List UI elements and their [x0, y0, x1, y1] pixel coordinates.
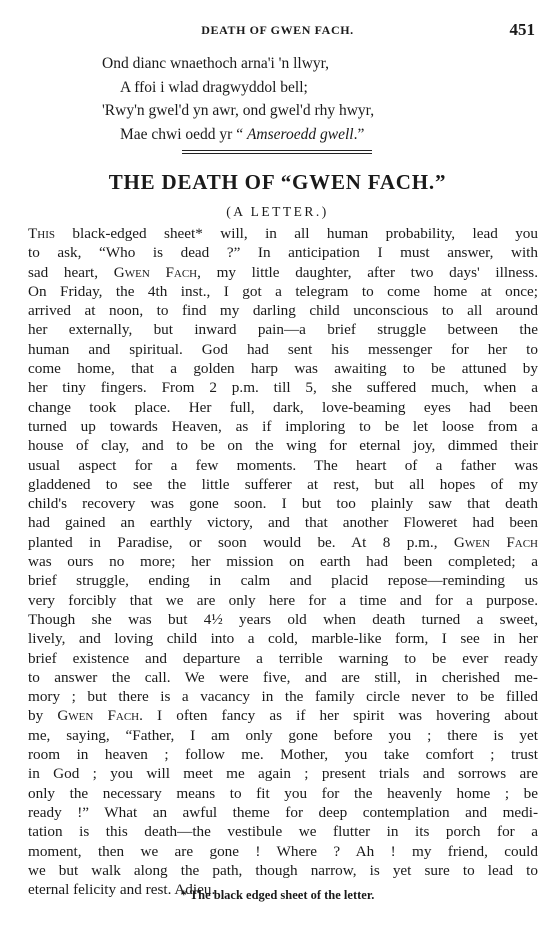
body-line: by Gwen Fach. I often fancy as if her spirit was hovering about [28, 707, 538, 725]
body-line: we but walk along the path, though narrow, is yet sure to lead to [28, 861, 538, 879]
verse-line: Ond dianc wnaethoch arna'i 'n llwyr, [102, 55, 330, 72]
body-line: mory ; but there is a vacancy in the family circle never to be filled [28, 688, 538, 706]
running-head [0, 20, 555, 40]
body-line: house of clay, and to be on the wing for eternal joy, dimmed their [28, 437, 538, 455]
body-line: usual aspect for a few moments. The heart of a father was [28, 456, 538, 474]
body-line: lively, and loving child into a cold, marble-like form, I see in her [28, 630, 538, 648]
body-line: gladdened to see the little sufferer at rest, but all hopes of my [28, 475, 538, 493]
body-line: arrived at noon, to find my darling child unconscious to all around [28, 302, 538, 320]
body-line: human and spiritual. God had sent his messenger for her to [28, 340, 538, 358]
body-line: to ask, “Who is dead ?” In anticipation I must answer, with [28, 244, 538, 262]
body-line: change took place. Her full, dark, love-beaming eyes had been [28, 398, 538, 416]
page-number: 451 [509, 20, 535, 39]
body-line: was ours no more; her mission on earth had been completed; a [28, 553, 538, 571]
footnote: * The black edged sheet of the letter. [180, 888, 375, 902]
verse-line: 'Rwy'n gwel'd yn awr, ond gwel'd rhy hwyr, [102, 102, 375, 119]
body-line: Though she was but 4½ years old when death turned a sweet, [28, 610, 538, 628]
body-line: This black-edged sheet* will, in all human probability, lead you [28, 225, 538, 242]
article-title: THE DEATH OF “GWEN FACH.” [108, 170, 447, 194]
body-line: turned up towards Heaven, as if imploring to be let loose from a [28, 417, 538, 435]
body-line: moment, then we are gone ! Where ? Ah ! my friend, could [28, 842, 538, 860]
body-line: in God ; you will meet me again ; present trials and sorrows are [28, 765, 538, 783]
section-divider-rule [182, 150, 372, 154]
body-line: very forcibly that we are only here for a time and for a purpose. [28, 591, 538, 609]
body-line: had gained an earthly victory, and that another Floweret had been [28, 514, 538, 532]
body-line: her externally, but inward pain—a brief struggle between the [28, 321, 538, 339]
body-line: brief struggle, ending in calm and placid repose—reminding us [28, 572, 538, 590]
body-line: planted in Paradise, or soon would be. At 8 p.m., Gwen Fach [28, 533, 538, 551]
body-line: only the necessary means to fit you for the heavenly home ; be [28, 784, 538, 802]
verse-stanza [102, 52, 532, 146]
body-line: come home, that a golden harp was awaiting to be attuned by [28, 360, 538, 378]
body-line: child's recovery was gone soon. I but too plainly saw that death [28, 495, 538, 513]
body-line: to answer the call. We were five, and are still, in cherished me- [28, 668, 538, 686]
running-title: DEATH OF GWEN FACH. [201, 23, 354, 37]
body-line: tation is this death—the vestibule we flutter in its porch for a [28, 823, 538, 841]
article-subtitle: (A LETTER.) [226, 204, 329, 219]
body-line: ready !” What an awful theme for deep contemplation and medi- [28, 803, 538, 821]
body-line: On Friday, the 4th inst., I got a telegram to come home at once; [28, 282, 538, 300]
body-line: eternal felicity and rest. Adieu. [28, 881, 216, 899]
article-body [28, 224, 538, 899]
body-line: brief existence and departure a terrible warning to be ever ready [28, 649, 538, 667]
verse-line: Mae chwi oedd yr “ Amseroedd gwell.” [120, 125, 365, 143]
body-line: me, saying, “Father, I am only gone before you ; there is yet [28, 726, 538, 744]
verse-line: A ffoi i wlad dragwyddol bell; [120, 78, 308, 96]
body-line: her tiny fingers. From 2 p.m. till 5, she suffered much, when a [28, 379, 538, 397]
body-line: sad heart, Gwen Fach, my little daughter, after two days' illness. [28, 263, 538, 281]
body-line: room in heaven ; follow me. Mother, you take comfort ; trust [28, 746, 538, 764]
